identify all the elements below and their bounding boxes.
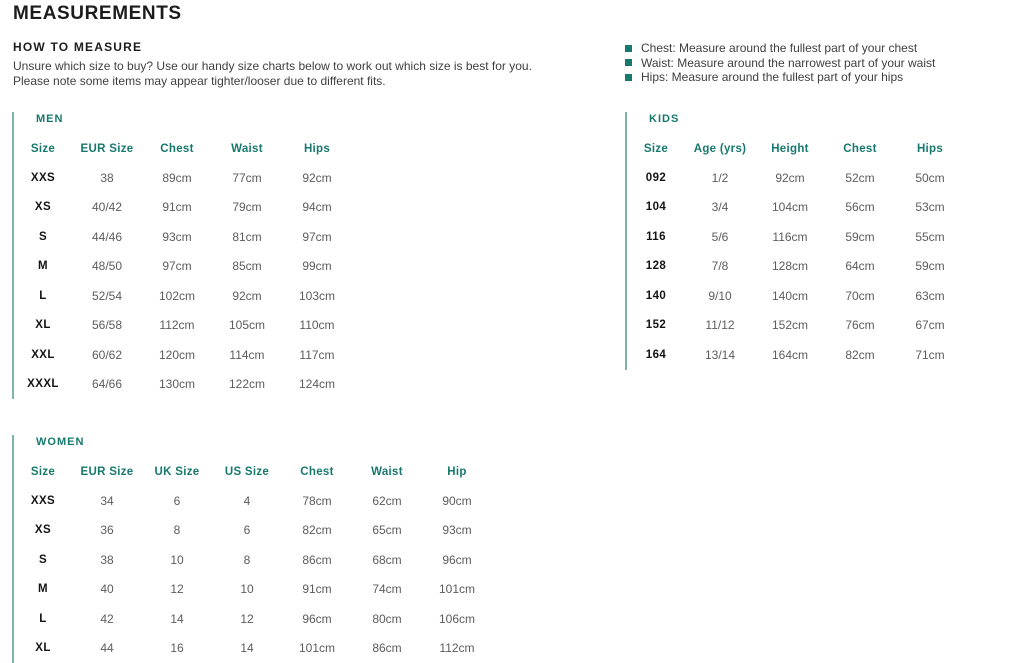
column-header: EUR Size [80,142,134,155]
column-header: Hips [303,142,331,155]
size-cell: M [38,260,48,273]
column-header: Size [643,142,669,155]
measurement-cell: 12 [240,611,254,626]
section-label-kids: KIDS [649,113,680,125]
measurement-cell: 65cm [372,523,402,538]
table-row [14,193,352,223]
measurement-cell: 53cm [915,200,945,215]
measurement-cell: 44 [100,641,114,656]
tip-item [625,70,935,85]
measurement-cell: 48/50 [91,259,123,274]
measurement-cell: 74cm [372,582,402,597]
table-row [14,252,352,282]
measurement-cell: 7/8 [711,259,729,274]
table-row [627,163,965,193]
measurement-cell: 91cm [162,200,192,215]
how-to-measure-section [13,40,573,88]
measurement-cell: 77cm [232,170,262,185]
measurement-cell: 36 [100,523,114,538]
measurement-cell: 82cm [302,523,332,538]
measurement-cell: 56cm [845,200,875,215]
measurement-cell: 62cm [372,493,402,508]
column-header: Height [771,142,809,155]
column-header: Chest [843,142,877,155]
column-header: UK Size [154,465,200,478]
measurement-cell: 101cm [438,582,476,597]
measurement-cell: 92cm [775,170,805,185]
measurement-cell: 85cm [232,259,262,274]
table-row [14,486,492,516]
measurement-cell: 102cm [158,288,196,303]
measurement-cell: 92cm [232,288,262,303]
measurement-cell: 116cm [772,229,808,244]
measurement-cell: 81cm [232,229,262,244]
measurement-cell: 164cm [771,347,809,362]
measurement-cell: 16 [170,641,184,656]
measurement-cell: 42 [100,611,114,626]
measurement-cell: 114cm [229,347,265,362]
size-cell: S [38,553,48,566]
measurement-cell: 96cm [442,552,472,567]
size-cell: XXS [30,171,56,184]
measurement-cell: 38 [100,170,114,185]
measurement-cell: 67cm [915,318,945,333]
size-cell: XL [35,642,51,655]
measurement-cell: 12 [170,582,184,597]
men-size-table [14,134,352,399]
size-cell: L [39,289,47,302]
measurement-cell: 94cm [302,200,332,215]
measurement-cell: 105cm [228,318,266,333]
tip-item [625,41,935,56]
measurement-cell: 11/12 [705,318,735,333]
women-size-table-container [14,457,492,663]
size-cell: 128 [645,260,667,273]
measurement-cell: 59cm [915,259,945,274]
measurement-cell: 106cm [438,611,476,626]
size-cell: XL [35,319,51,332]
measurement-cell: 110cm [299,318,335,333]
table-row [14,222,352,252]
measurement-cell: 91cm [302,582,332,597]
measurement-cell: 40/42 [91,200,123,215]
measurement-cell: 52/54 [91,288,123,303]
table-row [627,281,965,311]
tip-text: Waist: Measure around the narrowest part of your waist [641,55,936,70]
measurement-cell: 92cm [302,170,332,185]
measurement-cell: 34 [100,493,114,508]
measurement-cell: 64cm [845,259,875,274]
bullet-square-icon [625,45,632,52]
section-men [12,112,352,399]
measurement-cell: 89cm [162,170,192,185]
measurement-cell: 5/6 [711,229,729,244]
how-to-measure-line1: Unsure which size to buy? Use our handy size charts below to work out which size is best for you. [13,59,532,73]
size-cell: L [39,612,47,625]
measurement-cell: 10 [240,582,254,597]
measurement-cell: 52cm [845,170,875,185]
table-row [14,281,352,311]
measurement-cell: 122cm [228,377,266,392]
measurement-cell: 128cm [771,259,809,274]
size-cell: XS [34,524,52,537]
table-row [14,311,352,341]
measurement-cell: 93cm [162,229,192,244]
column-header: Waist [371,465,403,478]
column-header: EUR Size [80,465,134,478]
measurement-cell: 86cm [372,641,402,656]
size-cell: S [38,230,48,243]
measurement-cell: 8 [243,552,251,567]
measurement-cell: 76cm [845,318,875,333]
column-header: Age (yrs) [693,142,747,155]
kids-size-table-container [627,134,965,370]
bullet-square-icon [625,59,632,66]
table-row [14,340,352,370]
measurement-cell: 60/62 [91,347,123,362]
measurement-cell: 99cm [302,259,332,274]
column-header: Waist [231,142,263,155]
measurement-cell: 97cm [302,229,332,244]
measurement-cell: 40 [100,582,114,597]
measurement-cell: 55cm [915,229,945,244]
section-label-men: MEN [36,113,64,125]
column-header: Chest [300,465,334,478]
measurement-cell: 120cm [158,347,196,362]
women-size-table [14,457,492,663]
measurement-cell: 90cm [442,493,472,508]
measurement-cell: 71cm [915,347,945,362]
column-header: Hip [447,465,467,478]
measurement-cell: 78cm [302,493,332,508]
size-cell: XXXL [27,378,59,391]
measurement-cell: 79cm [232,200,262,215]
table-row [14,370,352,400]
measurement-cell: 14 [240,641,254,656]
measurement-cell: 64/66 [91,377,123,392]
table-row [14,634,492,663]
measurement-cell: 86cm [302,552,332,567]
measurement-cell: 152cm [771,318,809,333]
size-cell: 164 [645,348,667,361]
how-to-measure-line2: Please note some items may appear tighter/looser due to different fits. [13,73,386,88]
column-header: Chest [160,142,194,155]
measurement-cell: 140cm [771,288,809,303]
section-women [12,435,492,663]
table-row [627,222,965,252]
measurement-cell: 6 [173,493,181,508]
measurement-cell: 59cm [845,229,875,244]
measurement-cell: 8 [173,523,181,538]
kids-size-table [627,134,965,370]
size-cell: 116 [646,230,666,243]
table-row [14,516,492,546]
column-header: Size [30,142,56,155]
size-cell: XXS [30,494,56,507]
column-header: US Size [224,465,270,478]
measurement-cell: 103cm [298,288,336,303]
measurement-cell: 3/4 [711,200,729,215]
column-header: Size [30,465,56,478]
measurement-cell: 101cm [298,641,336,656]
bullet-square-icon [625,74,632,81]
measurement-cell: 112cm [159,318,195,333]
column-header: Hips [916,142,944,155]
measurement-cell: 68cm [372,552,402,567]
table-row [14,545,492,575]
tip-item [625,56,935,71]
page-title: MEASUREMENTS [13,3,182,24]
table-row [14,604,492,634]
measurement-cell: 97cm [162,259,192,274]
measurement-cell: 104cm [771,200,809,215]
measurement-cell: 6 [243,523,251,538]
how-to-measure-heading: HOW TO MEASURE [13,40,143,54]
table-row [627,311,965,341]
men-size-table-container [14,134,352,399]
size-cell: 092 [645,171,667,184]
measurement-cell: 44/46 [91,229,123,244]
measurement-cell: 13/14 [704,347,736,362]
size-cell: 104 [645,201,667,214]
measurement-cell: 80cm [372,611,402,626]
measurement-cell: 93cm [442,523,472,538]
measurement-cell: 4 [243,493,251,508]
size-cell: XS [34,201,52,214]
table-row [14,163,352,193]
measurement-cell: 63cm [915,288,945,303]
measurement-cell: 112cm [439,641,475,656]
tip-text: Hips: Measure around the fullest part of your hips [641,70,904,85]
measurement-cell: 9/10 [708,288,732,303]
size-cell: XXL [31,348,55,361]
measurement-cell: 82cm [845,347,875,362]
header-row [14,134,352,163]
measurement-cell: 50cm [915,170,945,185]
size-cell: M [38,583,48,596]
header-row [14,457,492,486]
table-row [627,340,965,370]
measurement-cell: 1/2 [711,170,729,185]
table-row [14,575,492,605]
measurement-cell: 70cm [845,288,875,303]
measurement-cell: 96cm [302,611,332,626]
measurement-cell: 10 [170,552,184,567]
measurement-cell: 117cm [299,347,335,362]
measurement-cell: 130cm [158,377,196,392]
header-row [627,134,965,163]
measurement-cell: 38 [100,552,114,567]
size-cell: 152 [645,319,667,332]
tip-text: Chest: Measure around the fullest part of your chest [641,41,918,55]
table-row [627,252,965,282]
measurement-cell: 14 [170,611,184,626]
section-kids [625,112,965,370]
measure-tips-list [625,41,935,85]
section-label-women: WOMEN [36,436,85,448]
size-cell: 140 [645,289,667,302]
table-row [627,193,965,223]
measurement-cell: 124cm [298,377,336,392]
measurement-cell: 56/58 [91,318,123,333]
